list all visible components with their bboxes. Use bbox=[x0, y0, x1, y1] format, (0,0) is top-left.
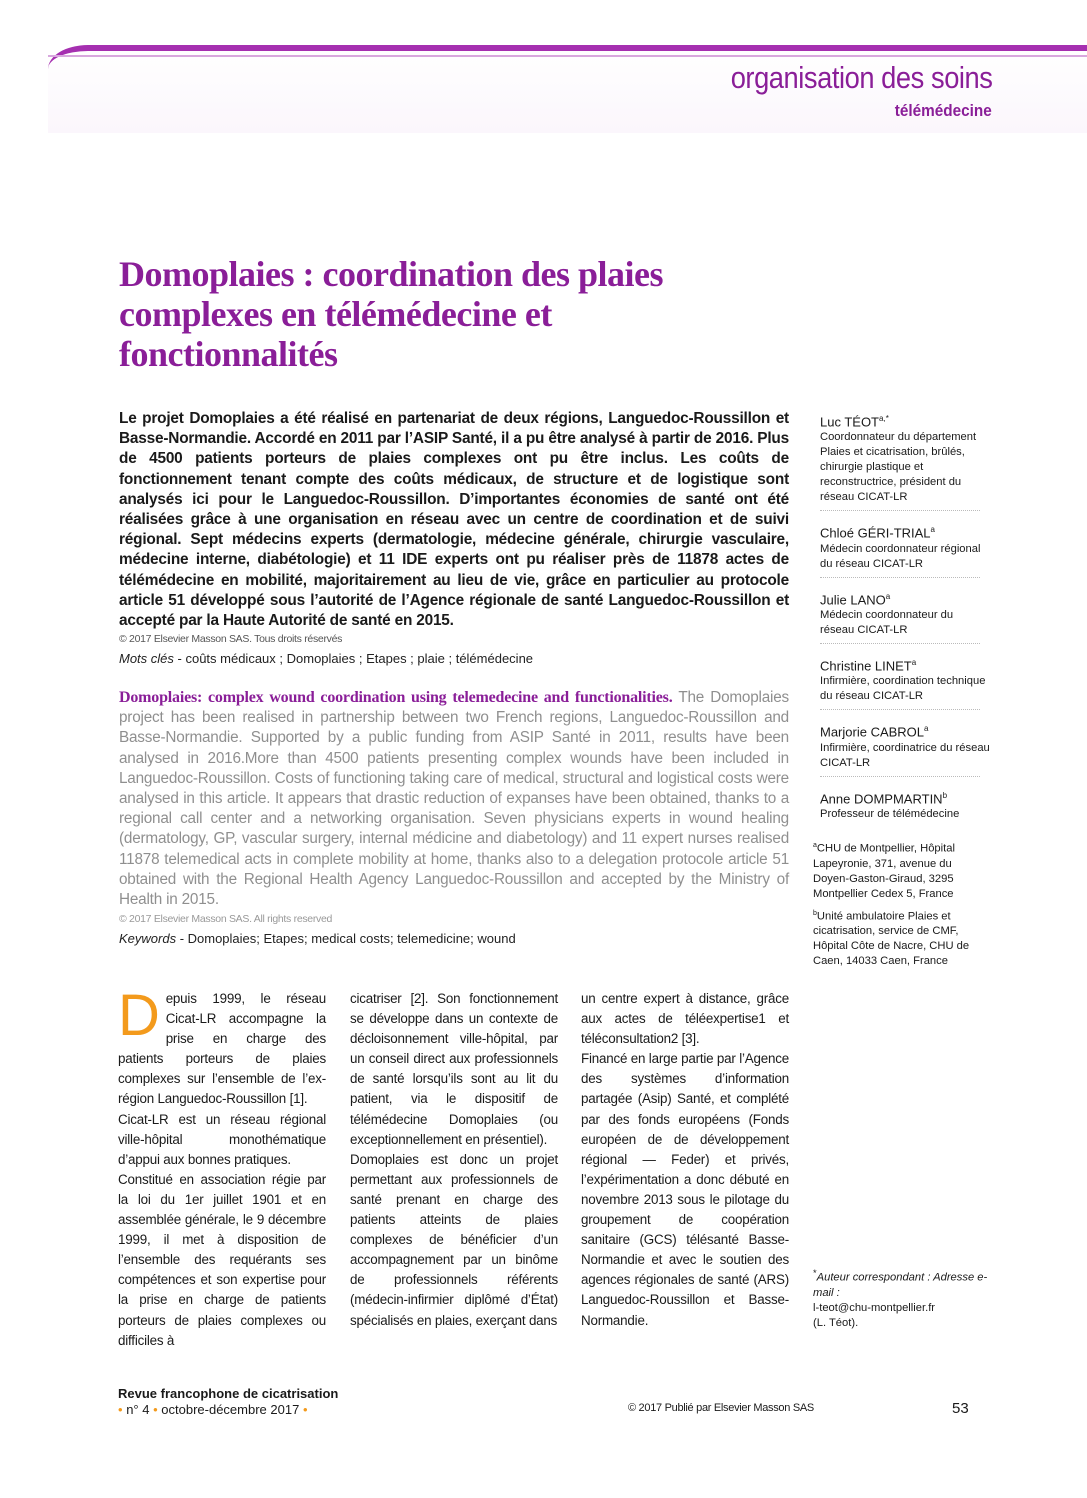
abstract-fr-copyright: © 2017 Elsevier Masson SAS. Tous droits réservés bbox=[119, 633, 343, 645]
author bbox=[820, 654, 990, 711]
issue-date: octobre-décembre 2017 bbox=[161, 1402, 300, 1417]
author-name: Julie LANO bbox=[820, 591, 886, 607]
abstract-en bbox=[119, 688, 789, 910]
divider bbox=[820, 510, 980, 512]
divider bbox=[820, 776, 980, 778]
author-role: Infirmière, coordination technique du réseau CICAT-LR bbox=[820, 675, 986, 703]
divider bbox=[820, 709, 980, 711]
abstract-fr: Le projet Domoplaies a été réalisé en partenariat de deux régions, Languedoc-Roussillon et Basse-Normandie. Accordé en 2011 par l’ASIP Santé, il a pu être analysé à partir de 2016. Plus de 4500 patients porteurs de plaies complexes ont pu être inclus. Les coûts de fonctionnement tenant compte des coûts médicaux, de structure et de logistique sont analysés ici pour le Languedoc-Roussillon. D’importantes économies de santé ont été réalisées grâce à une organisation en réseau avec un centre de coordination et de suivi régional. Sept médecins experts (dermatologie, médecine générale, chirurgie vasculaire, médecine interne, diabétologie) et 11 IDE experts ont pu réaliser près de 11878 actes de télémédecine en mobilité, majoritairement au lieu de vie, grâce en particulier au protocole article 51 développé sous l’autorité de l’Agence régionale de santé Languedoc-Roussillon et accepté par la Haute Autorité de santé en 2015. bbox=[119, 410, 789, 630]
drop-cap: D bbox=[118, 983, 160, 1048]
paragraph: Depuis 1999, le réseau Cicat-LR accompagne la prise en charge des patients porteurs de plaies complexes sur l’ensemble de l’ex-région Languedoc-Roussillon [1]. bbox=[118, 983, 326, 1107]
bullet: • bbox=[118, 1402, 123, 1417]
section-subtitle: télémédecine bbox=[895, 101, 992, 120]
author-role: Coordonnateur du département Plaies et cicatrisation, brûlés, chirurgie plastique et reconstructrice, président du réseau CICAT-LR bbox=[820, 431, 977, 504]
body-column-1 bbox=[118, 983, 326, 1351]
divider bbox=[820, 643, 980, 645]
body-column-3 bbox=[581, 989, 789, 1331]
keywords-en bbox=[119, 931, 516, 946]
corresponding-sup: * bbox=[813, 1268, 817, 1278]
affiliation-sup: b bbox=[813, 909, 817, 917]
bullet: • bbox=[153, 1402, 158, 1417]
paragraph: Financé en large partie par l’Agence des systèmes d’information partagée (Asip) Santé, et complété par des fonds européens (Fonds européen de de développement régional — Feder) et privés, l’expérimentation a donc débuté en novembre 2013 sous le pilotage du groupement de coopération sanitaire (GCS) télésanté Basse-Normandie et avec le soutien des agences régionales de santé (ARS) Languedoc-Roussillon et Basse-Normandie. bbox=[581, 1051, 789, 1328]
divider bbox=[820, 577, 980, 579]
author-role: Infirmière, coordinatrice du réseau CICAT-LR bbox=[820, 741, 990, 769]
author-sup: a bbox=[911, 657, 917, 667]
keywords-en-label: Keywords bbox=[119, 931, 177, 946]
affiliation-text: CHU de Montpellier, Hôpital Lapeyronie, 371, avenue du Doyen-Gaston-Giraud, 3295 Montpellier Cedex 5, France bbox=[813, 842, 955, 900]
paragraph: Constitué en association régie par la loi du 1er juillet 1901 et en assemblée générale, le 9 décembre 1999, il met à disposition de l’ensemble des requérants ses compétences et son expertise pour la prise en charge de patients porteurs de plaies complexes ou difficiles à bbox=[118, 1171, 326, 1348]
corresponding-email[interactable]: l-teot@chu-montpellier.fr bbox=[813, 1301, 936, 1314]
abstract-en-lead: Domoplaies: complex wound coordination using telemedecine and functionalities. bbox=[119, 689, 673, 706]
bullet: • bbox=[302, 1402, 308, 1417]
paragraph: cicatriser [2]. Son fonctionnement se développe dans un contexte de décloisonnement ville-hôpital, par un conseil direct aux professionnels de santé lorsqu’ils sont au lit du patient, via le dispositif de télémédecine Domoplaies (ou exceptionnellement en présentiel). bbox=[350, 991, 558, 1147]
keywords-fr-label: Mots clés bbox=[119, 651, 174, 666]
corresponding-label: Auteur correspondant : Adresse e-mail : bbox=[813, 1271, 988, 1299]
corresponding-name: (L. Téot). bbox=[813, 1316, 859, 1329]
affiliation bbox=[813, 906, 988, 970]
author-sup: b bbox=[942, 790, 948, 800]
footer-copyright: © 2017 Publié par Elsevier Masson SAS bbox=[628, 1402, 814, 1414]
paragraph: Domoplaies est donc un projet permettant aux professionnels de santé prenant en charge des patients atteints de plaies complexes de bénéficier d’un accompagnement par un binôme de professionnels référents (médecin-infirmier diplômé d’État) spécialisés en plaies, exerçant dans bbox=[350, 1151, 558, 1328]
abstract-en-copyright: © 2017 Elsevier Masson SAS. All rights reserved bbox=[119, 913, 333, 925]
author bbox=[820, 588, 990, 645]
author bbox=[820, 410, 990, 512]
author-name: Marjorie CABROL bbox=[820, 724, 925, 740]
article-title: Domoplaies : coordination des plaies complexes en télémédecine et fonctionnalités bbox=[119, 254, 664, 374]
authors-list bbox=[820, 410, 990, 831]
affiliation bbox=[813, 838, 988, 902]
abstract-en-text: The Domoplaies project has been realised in partnership between two French regions, Languedoc-Roussillon and Basse-Normandie. Supported by a public funding from ASIP Santé in 2011, results have been analysed in 2016.More than 4500 patients presenting complex wounds have been included in Languedoc-Roussillon. Costs of functioning taking care of medical, structural and logistical costs were analysed in this article. It appears that drastic reduction of expanses have been obtained, thanks to a regional call center and a networking organisation. Seven physicians experts in wound healing (dermatology, GP, vascular surgery, internal médicine and diabetology) and 11 expert nurses realised 11878 telemedical acts in complete mobility at home, thanks also to a delegation protocole article 51 obtained with the Regional Health Agency Languedoc-Roussillon and accepted by the Ministry of Health in 2015. bbox=[119, 689, 789, 909]
paragraph: Cicat-LR est un réseau régional ville-hôpital monothématique d’appui aux bonnes pratiques. bbox=[118, 1111, 326, 1167]
affiliation-sup: a bbox=[813, 842, 817, 849]
keywords-en-list: - Domoplaies; Etapes; medical costs; telemedicine; wound bbox=[176, 931, 516, 946]
author-role: Médecin coordonnateur régional du réseau CICAT-LR bbox=[820, 542, 981, 570]
section-title: organisation des soins bbox=[730, 60, 992, 95]
author-sup: a bbox=[885, 591, 891, 601]
author bbox=[820, 787, 990, 822]
author-sup: a,* bbox=[879, 414, 889, 423]
author-sup: a bbox=[924, 724, 929, 734]
affiliation-text: Unité ambulatoire Plaies et cicatrisation, service de CMF, Hôpital Côte de Nacre, CHU de Caen, 14033 Caen, France bbox=[813, 910, 970, 968]
author-sup: a bbox=[930, 525, 935, 535]
author bbox=[820, 720, 990, 777]
keywords-fr bbox=[119, 651, 533, 666]
paragraph: un centre expert à distance, grâce aux actes de téléexpertise1 et téléconsultation2 [3]. bbox=[581, 991, 789, 1047]
footer-issue bbox=[118, 1402, 308, 1417]
author-name: Luc TÉOT bbox=[820, 414, 880, 430]
corresponding-author bbox=[813, 1266, 988, 1331]
author-name: Christine LINET bbox=[820, 658, 912, 674]
author-name: Anne DOMPMARTIN bbox=[820, 790, 943, 806]
footer-journal: Revue francophone de cicatrisation bbox=[118, 1386, 339, 1401]
issue-number: n° 4 bbox=[126, 1402, 150, 1417]
author-role: Professeur de télémédecine bbox=[820, 807, 960, 820]
author-name: Chloé GÉRI-TRIAL bbox=[820, 525, 931, 541]
affiliations bbox=[813, 838, 988, 973]
author-role: Médecin coordonnateur du réseau CICAT-LR bbox=[820, 608, 954, 636]
page-number: 53 bbox=[952, 1400, 969, 1417]
author bbox=[820, 521, 990, 578]
body-column-2 bbox=[350, 989, 558, 1331]
keywords-fr-list: - coûts médicaux ; Domoplaies ; Etapes ; plaie ; télémédecine bbox=[173, 651, 534, 666]
